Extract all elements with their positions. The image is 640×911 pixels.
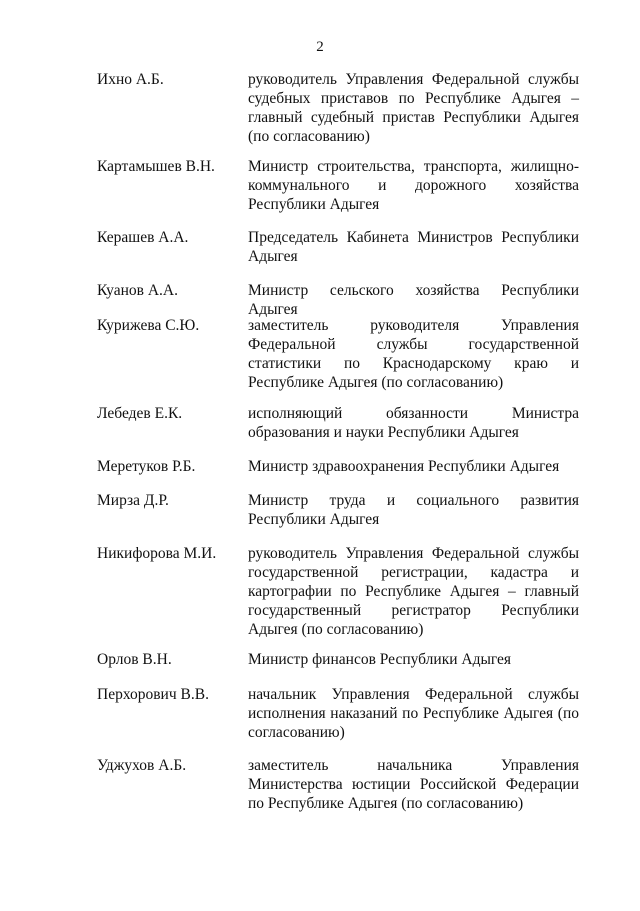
member-role: заместитель руководителя Управления Федеральной службы государственной статистики по Краснодарскому краю и Республике Адыгея (по согласованию)	[248, 317, 579, 391]
member-role: Министр строительства, транспорта, жилищно-коммунального и дорожного хозяйства Республики Адыгея	[248, 158, 579, 213]
member-name: Никифорова М.И.	[97, 545, 217, 562]
member-name: Орлов В.Н.	[97, 651, 172, 668]
member-role: Председатель Кабинета Министров Республики Адыгея	[248, 229, 579, 265]
member-name: Куанов А.А.	[97, 282, 178, 299]
member-name: Лебедев Е.К.	[97, 405, 183, 422]
member-role: Министр здравоохранения Республики Адыгея	[248, 458, 560, 475]
member-role: руководитель Управления Федеральной службы судебных приставов по Республике Адыгея – главный судебный пристав Республики Адыгея (по согласованию)	[248, 71, 579, 145]
member-name: Перхорович В.В.	[97, 686, 209, 703]
member-role: Министр финансов Республики Адыгея	[248, 651, 512, 668]
member-name: Керашев А.А.	[97, 229, 189, 246]
member-name: Ихно А.Б.	[97, 71, 164, 88]
member-role: Министр труда и социального развития Республики Адыгея	[248, 492, 579, 528]
member-name: Уджухов А.Б.	[97, 757, 187, 774]
page-number: 2	[316, 39, 324, 55]
member-role: начальник Управления Федеральной службы исполнения наказаний по Республике Адыгея (по согласованию)	[248, 686, 579, 741]
member-name: Мирза Д.Р.	[97, 492, 169, 509]
member-role: исполняющий обязанности Министра образования и науки Республики Адыгея	[248, 405, 579, 441]
member-role: заместитель начальника Управления Министерства юстиции Российской Федерации по Республике Адыгея (по согласованию)	[248, 757, 579, 812]
member-name: Курижева С.Ю.	[97, 317, 200, 334]
member-role: руководитель Управления Федеральной службы государственной регистрации, кадастра и картографии по Республике Адыгея – главный государственный регистратор Республики Адыгея (по согласованию)	[248, 545, 579, 638]
member-name: Картамышев В.Н.	[97, 158, 215, 175]
member-name: Меретуков Р.Б.	[97, 458, 196, 475]
member-role: Министр сельского хозяйства Республики Адыгея	[248, 282, 579, 318]
